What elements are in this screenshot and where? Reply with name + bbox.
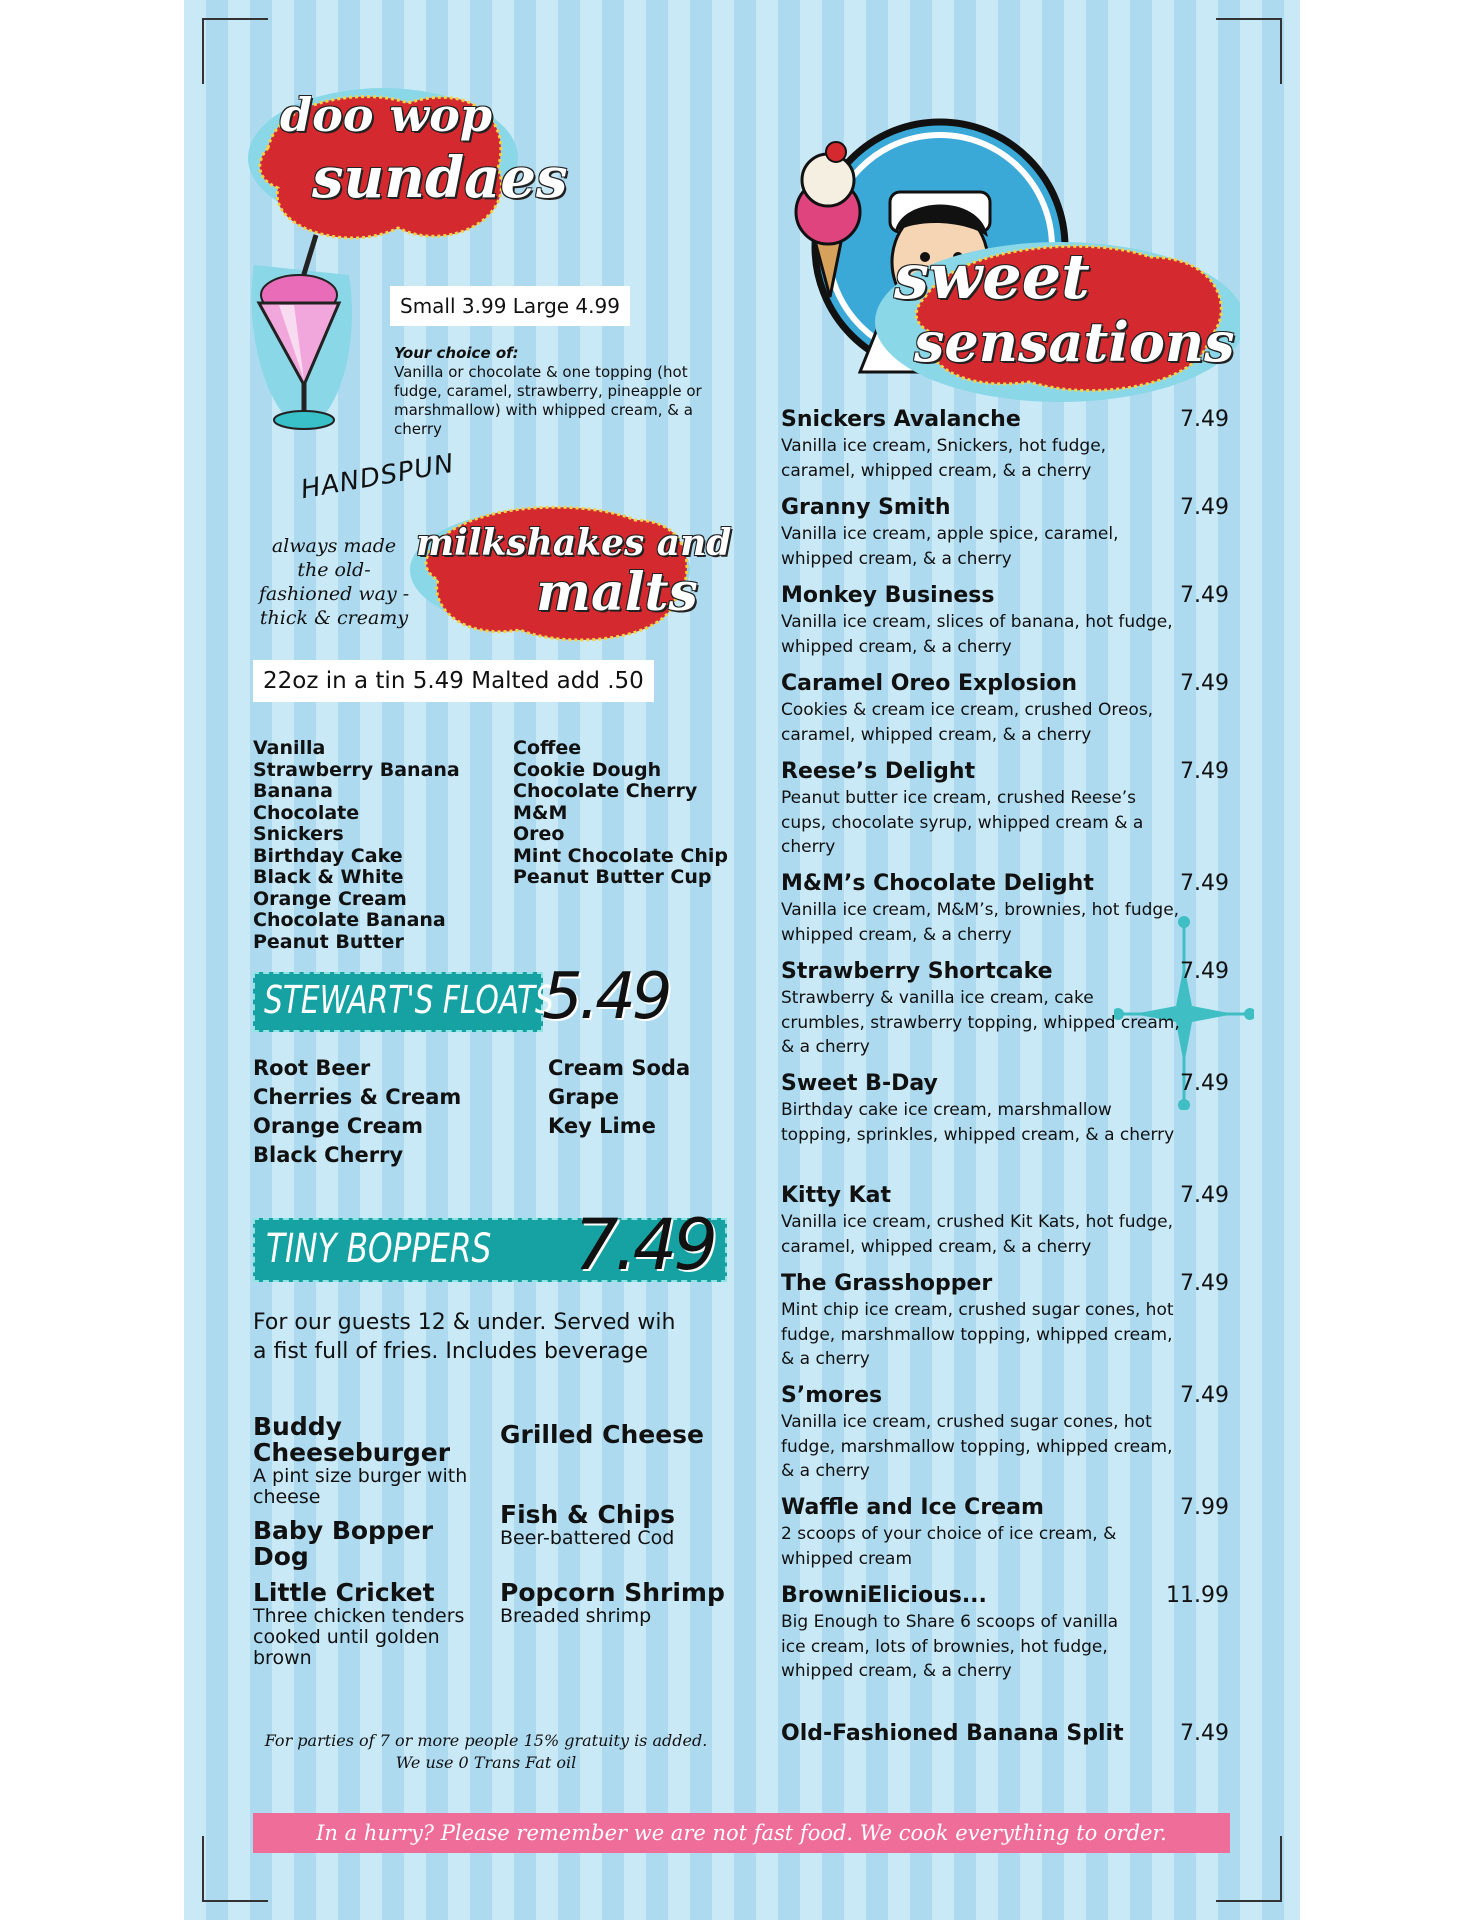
sweet-item-desc: 2 scoops of your choice of ice cream, & whipped cream bbox=[781, 1524, 1117, 1569]
kid-item-name: Little Cricket bbox=[253, 1578, 435, 1607]
flavor-item: Coffee bbox=[513, 737, 582, 759]
sundaes-choice-text: Vanilla or chocolate & one topping (hot fudge, caramel, strawberry, pineapple or marshmallow) with whipped cream, & a cherry bbox=[394, 363, 702, 438]
kid-item-name: Popcorn Shrimp bbox=[500, 1578, 725, 1607]
tiny-boppers-price: 7.49 bbox=[574, 1204, 714, 1286]
sweet-item-name: The Grasshopper bbox=[781, 1271, 993, 1296]
float-item: Cream Soda bbox=[548, 1056, 691, 1080]
kid-item bbox=[253, 1580, 473, 1669]
flavor-item: Cookie Dough bbox=[513, 758, 662, 781]
sweet-title-line2: sensations bbox=[914, 310, 1235, 374]
flavor-item: Birthday Cake bbox=[253, 844, 403, 867]
float-item: Grape bbox=[548, 1085, 620, 1109]
sundae-glass-icon bbox=[244, 225, 364, 445]
menu-page bbox=[184, 0, 1300, 1920]
sundaes-price: Small 3.99 Large 4.99 bbox=[390, 286, 630, 326]
kid-item bbox=[253, 1518, 473, 1570]
flavor-item: Strawberry Banana bbox=[253, 758, 460, 781]
milkshakes-title-line2: malts bbox=[536, 562, 698, 623]
sweet-item-name: Strawberry Shortcake bbox=[781, 959, 1053, 984]
sweet-item-desc: Big Enough to Share 6 scoops of vanilla ice cream, lots of brownies, hot fudge, whipped cream, & a cherry bbox=[781, 1612, 1119, 1681]
kid-item-desc: Three chicken tenders cooked until golden brown bbox=[253, 1605, 465, 1669]
sweet-item-price: 7.49 bbox=[1180, 959, 1229, 984]
kid-item-name: Baby Bopper Dog bbox=[253, 1516, 434, 1571]
kid-item-desc: A pint size burger with cheese bbox=[253, 1465, 468, 1508]
flavor-item: Oreo bbox=[513, 823, 565, 845]
kid-item-name: Fish & Chips bbox=[500, 1500, 676, 1529]
sweet-item-desc: Vanilla ice cream, Snickers, hot fudge, caramel, whipped cream, & a cherry bbox=[781, 436, 1107, 481]
sundaes-title-line2: sundaes bbox=[312, 145, 568, 211]
sweet-item bbox=[781, 1070, 1229, 1147]
flavor-item: Snickers bbox=[253, 823, 344, 845]
sweet-item-desc: Vanilla ice cream, crushed Kit Kats, hot fudge, caramel, whipped cream, & a cherry bbox=[781, 1212, 1174, 1257]
gratuity-text: For parties of 7 or more people 15% gratuity is added. bbox=[264, 1731, 708, 1750]
kid-item bbox=[500, 1580, 740, 1627]
sweet-item-price: 11.99 bbox=[1166, 1583, 1229, 1608]
sweet-item-name: BrowniElicious... bbox=[781, 1583, 987, 1608]
floats-price: 5.49 bbox=[542, 960, 669, 1034]
sweet-item bbox=[781, 494, 1229, 571]
sweet-item-price: 7.49 bbox=[1180, 1721, 1229, 1746]
oil-text: We use 0 Trans Fat oil bbox=[395, 1753, 577, 1772]
float-item: Cherries & Cream bbox=[253, 1085, 462, 1109]
flavor-item: Chocolate Banana bbox=[253, 909, 446, 931]
sweet-item bbox=[781, 1270, 1229, 1372]
kid-item-desc: Breaded shrimp bbox=[500, 1605, 652, 1627]
sweet-item-name: Kitty Kat bbox=[781, 1183, 892, 1208]
flavor-item: Orange Cream bbox=[253, 887, 407, 910]
sundaes-choice-label: Your choice of: bbox=[394, 344, 519, 362]
sweet-item-desc: Vanilla ice cream, slices of banana, hot fudge, whipped cream, & a cherry bbox=[781, 612, 1173, 657]
sweet-item-name: M&M’s Chocolate Delight bbox=[781, 871, 1094, 896]
kid-item-desc: Beer-battered Cod bbox=[500, 1527, 675, 1549]
floats-label: STEWART'S FLOATS bbox=[264, 978, 554, 1022]
milkshakes-tagline: always made the old-fashioned way - thick & creamy bbox=[258, 535, 410, 629]
sweet-item-name: Granny Smith bbox=[781, 495, 951, 520]
tiny-boppers-label: TINY BOPPERS bbox=[266, 1226, 492, 1272]
sweet-item-name: Sweet B-Day bbox=[781, 1071, 938, 1096]
sweet-item-desc: Strawberry & vanilla ice cream, cake crumbles, strawberry topping, whipped cream, & a cherry bbox=[781, 988, 1180, 1057]
flavor-item: Banana bbox=[253, 780, 333, 802]
sweet-item-price: 7.49 bbox=[1180, 583, 1229, 608]
kid-item bbox=[500, 1502, 740, 1549]
sweet-item-name: Waffle and Ice Cream bbox=[781, 1495, 1044, 1520]
kid-item bbox=[253, 1414, 473, 1508]
flavor-item: Vanilla bbox=[253, 737, 326, 759]
flavor-item: Peanut Butter Cup bbox=[513, 866, 712, 888]
sweet-item bbox=[781, 1720, 1229, 1748]
kid-item-name: Buddy Cheeseburger bbox=[253, 1412, 451, 1467]
sweet-item-price: 7.99 bbox=[1180, 1495, 1229, 1520]
sweet-item-name: Monkey Business bbox=[781, 583, 995, 608]
sweet-item-price: 7.49 bbox=[1180, 671, 1229, 696]
flavor-item: Chocolate bbox=[253, 801, 360, 824]
sweet-item bbox=[781, 582, 1229, 659]
sweet-item-price: 7.49 bbox=[1180, 1071, 1229, 1096]
sundaes-choice bbox=[394, 344, 724, 439]
sweet-item-price: 7.49 bbox=[1180, 759, 1229, 784]
sweet-item bbox=[781, 1494, 1229, 1571]
sweet-item-desc: Vanilla ice cream, crushed sugar cones, hot fudge, marshmallow topping, whipped cream, & a cherry bbox=[781, 1412, 1173, 1481]
sweet-item-desc: Birthday cake ice cream, marshmallow topping, sprinkles, whipped cream, & a cherry bbox=[781, 1100, 1175, 1145]
sweet-item-price: 7.49 bbox=[1180, 1383, 1229, 1408]
tiny-boppers-description: For our guests 12 & under. Served wih a fist full of fries. Includes beverage bbox=[253, 1310, 676, 1364]
sweet-item-desc: Mint chip ice cream, crushed sugar cones, hot fudge, marshmallow topping, whipped cream, & a cherry bbox=[781, 1300, 1174, 1369]
float-item: Key Lime bbox=[548, 1114, 656, 1138]
sweet-item-name: Reese’s Delight bbox=[781, 759, 976, 784]
milkshake-flavors-right bbox=[513, 738, 728, 889]
milkshakes-title-line1: milkshakes and bbox=[416, 522, 732, 564]
sweet-item bbox=[781, 958, 1229, 1060]
sweet-item bbox=[781, 406, 1229, 483]
sweet-item bbox=[781, 670, 1229, 747]
sweet-item-price: 7.49 bbox=[1180, 1183, 1229, 1208]
sweet-item-price: 7.49 bbox=[1180, 495, 1229, 520]
flavor-item: Black & White bbox=[253, 866, 404, 888]
milkshake-flavors-left bbox=[253, 738, 460, 953]
sweet-item-desc: Vanilla ice cream, M&M’s, brownies, hot fudge, whipped cream, & a cherry bbox=[781, 900, 1180, 945]
kid-item-name: Grilled Cheese bbox=[500, 1420, 705, 1449]
sweet-item-desc: Vanilla ice cream, apple spice, caramel, whipped cream, & a cherry bbox=[781, 524, 1119, 569]
milkshakes-price: 22oz in a tin 5.49 Malted add .50 bbox=[253, 660, 654, 702]
sweet-item-desc: Peanut butter ice cream, crushed Reese’s cups, chocolate syrup, whipped cream & a cherry bbox=[781, 788, 1144, 857]
sweet-item-price: 7.49 bbox=[1180, 1271, 1229, 1296]
crop-mark bbox=[202, 18, 268, 84]
floats-right bbox=[548, 1054, 690, 1141]
float-item: Root Beer bbox=[253, 1056, 371, 1080]
sweet-item bbox=[781, 1182, 1229, 1259]
hurry-banner: In a hurry? Please remember we are not fast food. We cook everything to order. bbox=[253, 1813, 1230, 1853]
float-item: Black Cherry bbox=[253, 1143, 404, 1167]
sweet-title-line1: sweet bbox=[894, 240, 1090, 313]
flavor-item: Mint Chocolate Chip bbox=[513, 844, 728, 867]
sweet-item-desc: Cookies & cream ice cream, crushed Oreos, caramel, whipped cream, & a cherry bbox=[781, 700, 1154, 745]
sweet-item-price: 7.49 bbox=[1180, 407, 1229, 432]
sweet-item-name: Snickers Avalanche bbox=[781, 407, 1021, 432]
float-item: Orange Cream bbox=[253, 1114, 423, 1138]
sweet-item-name: Caramel Oreo Explosion bbox=[781, 671, 1078, 696]
floats-left bbox=[253, 1054, 461, 1170]
sweet-item bbox=[781, 870, 1229, 947]
flavor-item: M&M bbox=[513, 801, 568, 824]
flavor-item: Chocolate Cherry bbox=[513, 780, 698, 802]
sweet-item bbox=[781, 1582, 1229, 1684]
sweet-item-price: 7.49 bbox=[1180, 871, 1229, 896]
sweet-item bbox=[781, 758, 1229, 860]
gratuity-note bbox=[246, 1730, 726, 1774]
kid-item bbox=[500, 1422, 740, 1448]
sweet-item-name: Old-Fashioned Banana Split bbox=[781, 1721, 1124, 1746]
flavor-item: Peanut Butter bbox=[253, 930, 404, 953]
sweet-item-name: S’mores bbox=[781, 1383, 883, 1408]
handspun-label: HANDSPUN bbox=[298, 448, 457, 506]
sundaes-title-line1: doo wop bbox=[280, 88, 492, 142]
sweet-item bbox=[781, 1382, 1229, 1484]
